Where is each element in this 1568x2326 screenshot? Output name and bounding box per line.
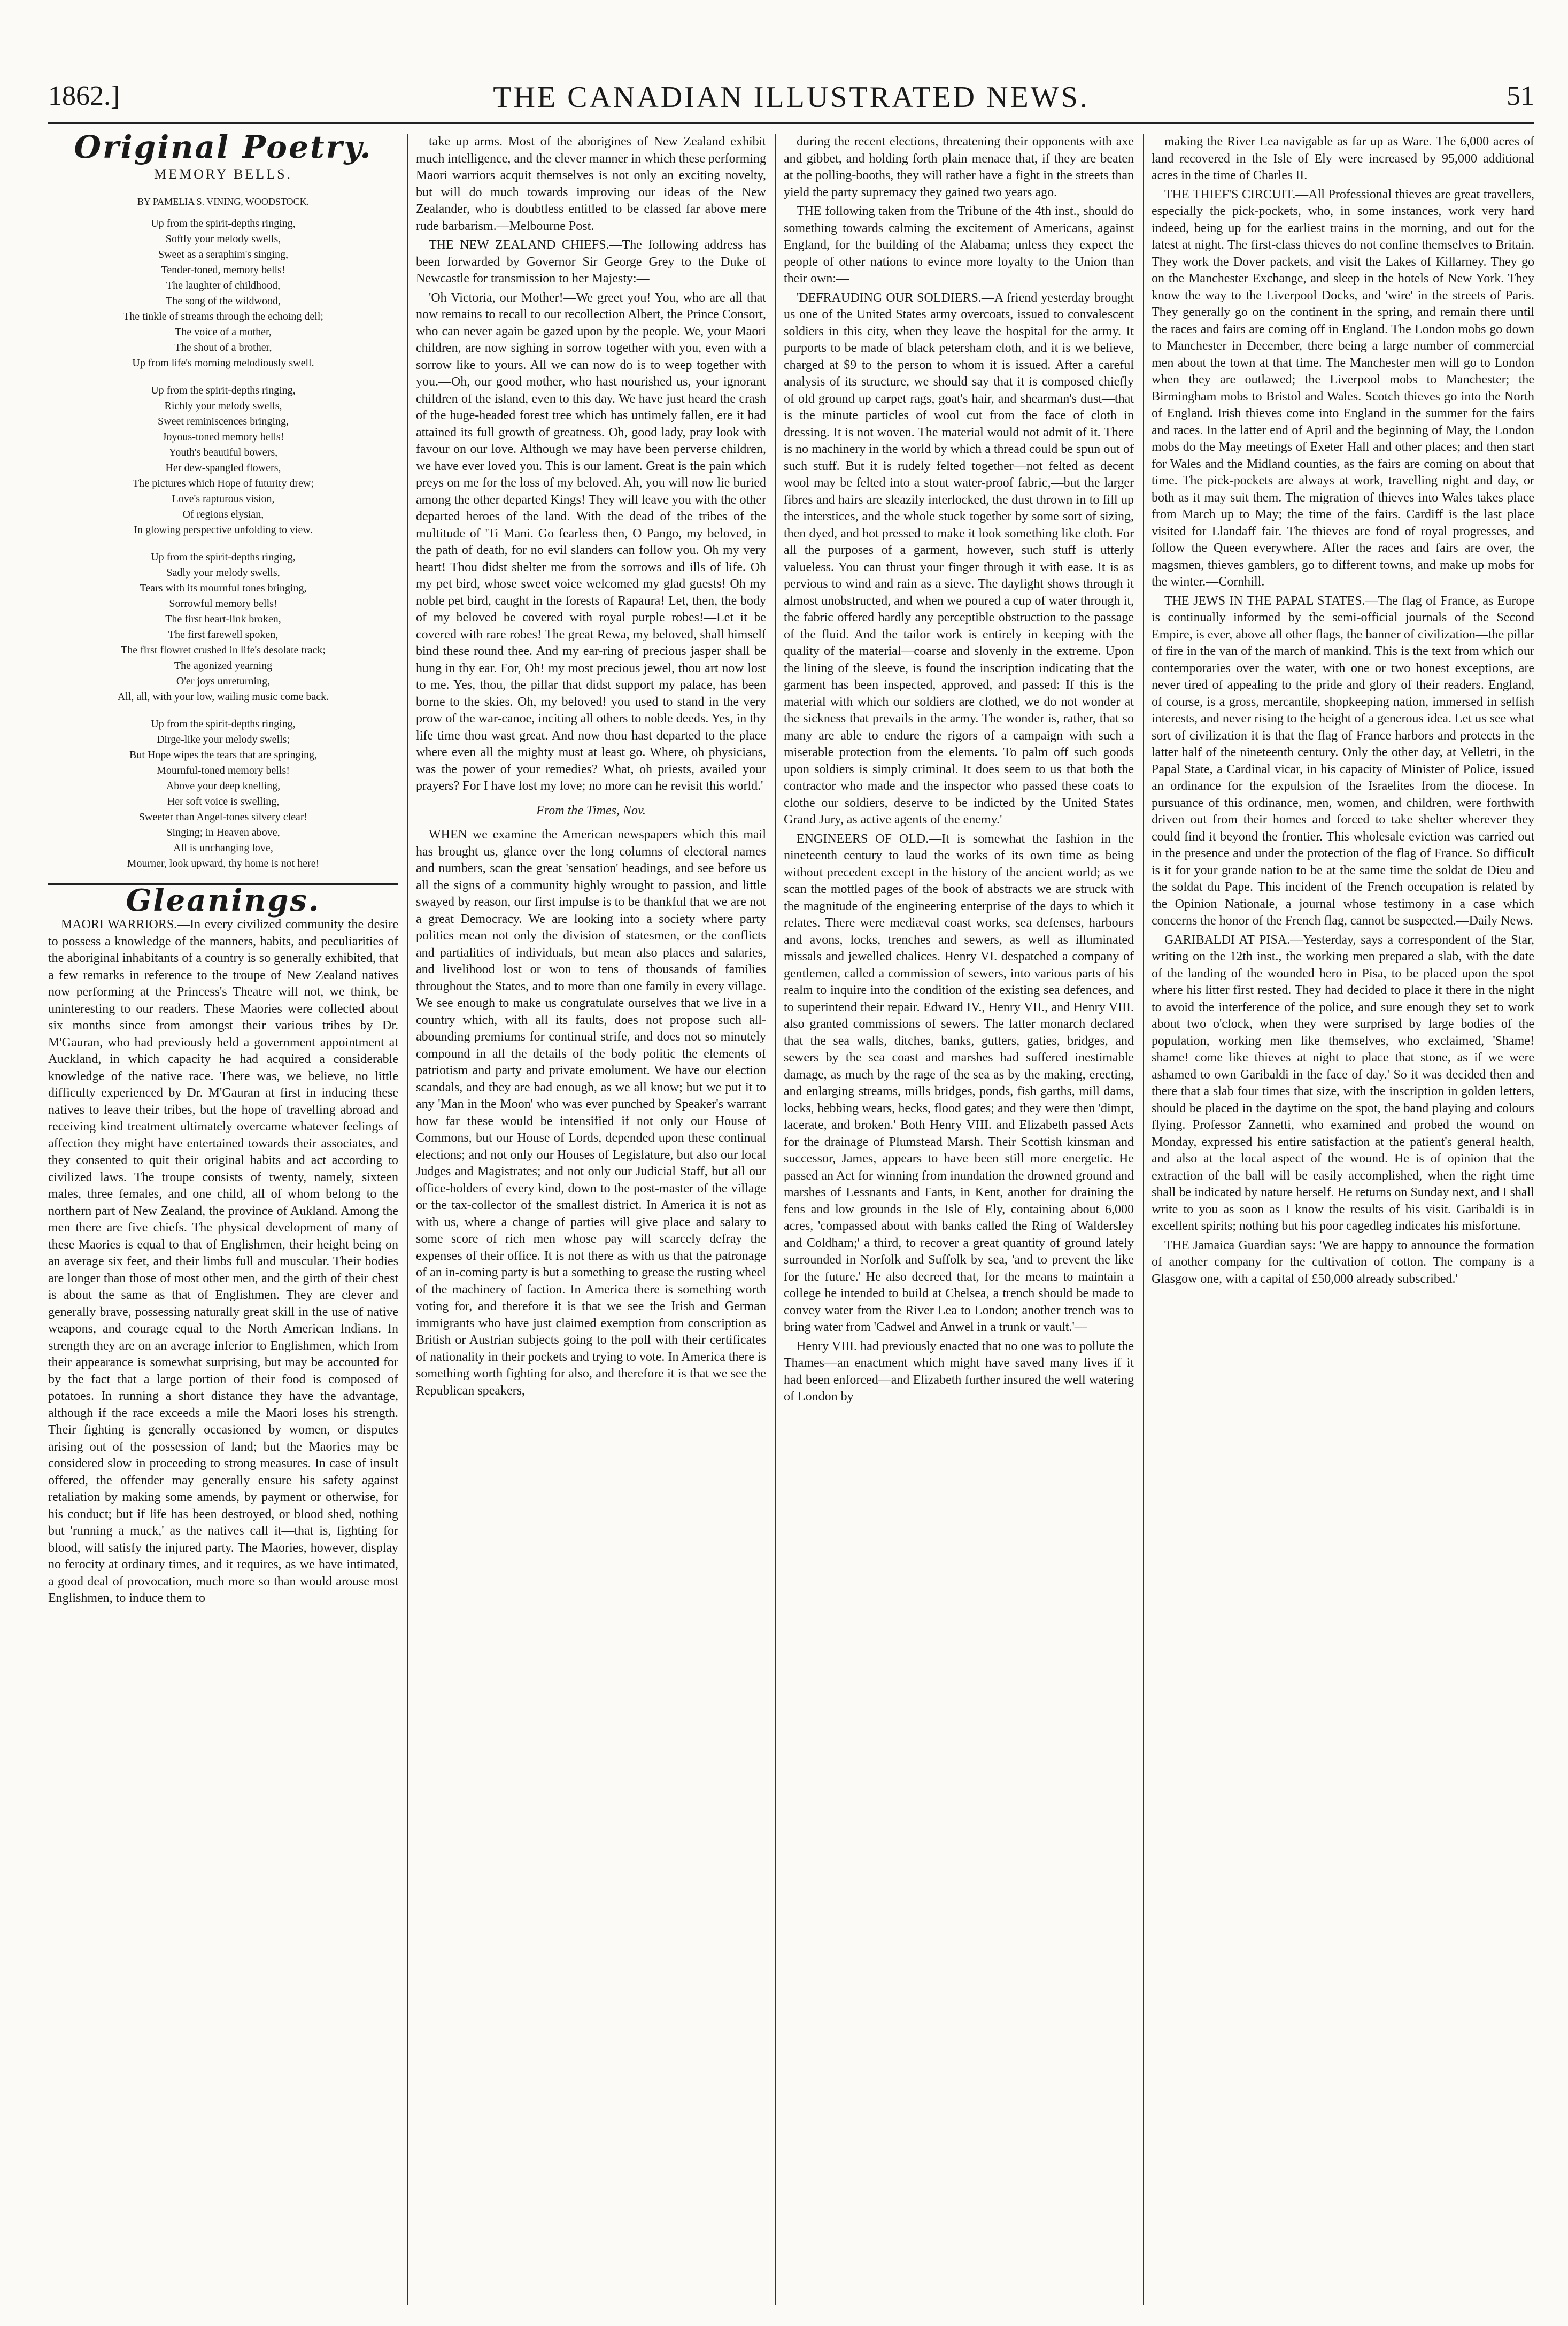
column-3 [784,134,1134,2305]
article-paragraph: THE JEWS IN THE PAPAL STATES.—The flag of France, as Europe is continually informed by the semi-official journals of the Second Empire, is ever, above all other flags, the banner of civilization—the pillar of fire in the van of the march of mankind. This is the text from which our contemporaries over the water, with one or two honest exceptions, are never tired of appealing to the pride and glory of their readers. England, of course, is a gross, mercantile, shopkeeping nation, immersed in selfish interests, and never rising to the height of a generous idea. Let us see what sort of civilization it is that the flag of France harbors and protects in the latter half of the nineteenth century. Only the other day, at Velletri, in the Papal State, a Cardinal vicar, in his capacity of Minister of Police, issued an ordinance for the expulsion of the Israelites from the diocese. In pursuance of this ordinance, men, women, and children, were forthwith driven out from their homes and forced to take shelter wherever they could find it beyond the frontier. This wholesale eviction was carried out in the presence and under the protection of the flag of France. So difficult is it for your grande nation to be at the same time the soldat de Dieu and the soldat du Pape. This incident of the French occupation is related by the Opinion Nationale, a journal whose testimony in a case which concerns the honor of the French flag, cannot be suspected.—Daily News. [1152,594,1534,928]
stanza [48,216,398,371]
column-4 [1152,134,1534,2305]
masthead-rule [48,122,1534,124]
poem-line: Up from the spirit-depths ringing, [151,384,296,396]
poem-line: Richly your melody swells, [164,399,282,412]
article-paragraph: THE THIEF'S CIRCUIT.—All Professional thieves are great travellers, especially the pick-pockets, who, in some instances, work very hard indeed, being up for the earliest trains in the morning, and out for the latest at night. The first-class thieves do not confine themselves to Britain. They work the Dover packets, and visit the Lakes of Killarney. They go on the Manchester Exchange, and sleep in the hotels of New York. They know the way to the Liverpool Docks, and 'wire' in the streets of Paris. They generally go on the continent in the spring, and remain there until the races and fairs are coming off in England. The London mobs go down to Manchester in December, there being a large number of commercial men about the town at that time. The Manchester men will go to London when they are outlawed; the Liverpool mobs to Manchester; the Birmingham mobs to Bristol and Wales. Scotch thieves go into the North of England. Irish thieves come into England in the summer for the fairs and races. In the latter end of April and the beginning of May, the London mobs do the May meetings of Exeter Hall and other places; and then start for Wales and the Midland counties, as the fairs are coming on about that time. The pick-pockets are always at work, travelling night and day, or both as it may suit them. The migration of thieves into Wales takes place from March up to May; the time of the fairs. Cardiff is the last place visited for Llandaff fair. The thieves are fond of royal progresses, and follow the Queen everywhere. After the races and fairs are over, the magsmen, thieves gamblers, go to different towns, and make up mobs for the winter.—Cornhill. [1152,187,1534,589]
column-rule [775,134,776,2305]
article-paragraph: THE following taken from the Tribune of the 4th inst., should do something towards calming the excitement of Americans, against England, for the building of the Alabama; unless they expect the people of other nations to evince more loyalty to the Union than their own:— [784,204,1134,286]
article-paragraph: 'Oh Victoria, our Mother!—We greet you! You, who are all that now remains to recall to our recollection Albert, the Prince Consort, who can never again be gazed upon by the people. We, your Maori children, are now sighing in sorrow together with you, even with a sorrow like to yours. All we can now do is to weep together with you.—Oh, our good mother, who hast nourished us, your ignorant children of the island, even to this day. We have just heard the crash of the huge-headed forest tree which has untimely fallen, ere it had attained its full growth of greatness. Oh, good lady, pray look with favour on our love. Although we may have been perverse children, we have ever loved you. This is our lament. Great is the pain which preys on me for the loss of my beloved. Ah, you will now lie buried among the other departed Kings! They will leave you with the other departed heroes of the land. With the dead of the tribes of the multitude of 'Ti Mani. Go fearless then, O Pango, my beloved, in the path of death, for no evil slanders can follow you. Oh my very heart! Thou didst shelter me from the sorrows and ills of life. Oh my pet bird, whose sweet voice welcomed my glad guests! Oh my noble pet bird, caught in the forests of Rapaura! Let, then, the body of my beloved be covered with royal purple robes!—Let it be covered with rare robes! The great Rewa, my beloved, shall himself bind these round thee. And my ear-ring of precious jasper shall be hung in thy ear. For, Oh! my most precious jewel, thou art now lost to me. Yes, thou, the pillar that didst support my palace, has been borne to the skies. Oh, my beloved! you used to stand in the very prow of the war-canoe, inciting all others to noble deeds. Yes, in thy life time thou wast great. And now thou hast departed to the place where even all the mighty must at least go. Where, oh physicians, was the power of your remedies? What, oh priests, availed your prayers? For I have lost my love; no more can he revisit this world.' [416,290,766,793]
poem-line: The agonized yearning [174,659,273,672]
poem-line: Up from the spirit-depths ringing, [151,217,296,229]
column-rule [407,134,408,2305]
poem-line: The first flowret crushed in life's desolate track; [121,644,326,656]
poem-line: Her dew-spangled flowers, [165,461,281,474]
column-rule [1143,134,1144,2305]
column-1 [48,134,398,2305]
poem-line: In glowing perspective unfolding to view. [134,523,313,536]
poem-line: Sweeter than Angel-tones silvery clear! [138,811,308,823]
poem-line: All, all, with your low, wailing music come back. [117,690,329,703]
poem-line: Sweet as a seraphim's singing, [158,248,288,260]
section-title-poetry: Original Poetry. [74,134,373,165]
article-source: From the Times, Nov. [536,803,646,818]
article-paragraph: WHEN we examine the American newspapers which this mail has brought us, glance over the long columns of electoral names and numbers, scan the great 'sensation' headings, and see before us all the signs of a community highly wrought to passion, and little swayed by reason, our first impulse is to be thankful that we are not a great Democracy. We are looking into a society where party politics mean not only the division of statesmen, or the conflicts and partialities of individuals, but mean also places and salaries, and livelihood lost or won to tens of thousands of families throughout the States, and to more than one family in every village. We see enough to make us congratulate ourselves that we live in a country which, with all its faults, does not propose such all-abounding premiums for continual strife, and does not so minutely compound in all the details of the body politic the elements of patriotism and party and private emolument. We have our election scandals, and they are bad enough, as we all know; but we put it to any 'Man in the Moon' who was ever punched by Speaker's warrant how far these would be intensified if not only our House of Commons, but our House of Lords, depended upon these continual elections; and not only our Houses of Legislature, but also our local Judges and Magistrates; and not only our Judicial Staff, but all our office-holders of every kind, down to the post-master of the village or the tax-collector of the smallest district. In America it is not as with us, where a change of parties will give place and salary to some score of rich men whose pay will scarcely defray the expenses of their office. It is not there as with us that the patronage of an in-coming party is but a something to grease the rusting wheel of the machinery of faction. In America there is something worth voting for, and therefore it is that we see the Irish and German immigrants who have just claimed exemption from conscription as British or Austrian subjects going to the poll with their certificates of nationality in their pockets and trying to vote. In America there is something worth fighting for also, and therefore it is that we see the Republican speakers, [416,828,766,1398]
article-paragraph: making the River Lea navigable as far up as Ware. The 6,000 acres of land recovered in the Isle of Ely were increased by 95,000 additional acres in the time of Charles II. [1152,135,1534,182]
poem-line: Up from life's morning melodiously swell. [132,357,314,369]
article-paragraph: Henry VIII. had previously enacted that no one was to pollute the Thames—an enactment which might have saved many lives if it had been enforced—and Elizabeth further insured the well watering of London by [784,1339,1134,1404]
poem-line: Tears with its mournful tones bringing, [140,582,307,594]
page-number: 51 [1507,81,1534,111]
article-paragraph: MAORI WARRIORS.—In every civilized community the desire to possess a knowledge of the manners, habits, and peculiarities of the aboriginal inhabitants of a country is so generally exhibited, that a few remarks in reference to the troupe of New Zealand natives now performing at the Princess's Theatre will not, we think, be uninteresting to our readers. These Maories were collected about six months since from amongst their various tribes by Dr. M'Gauran, who had previously held a government appointment at Auckland, in which capacity he had acquired a considerable knowledge of the native race. There was, we believe, no little difficulty experienced by Dr. M'Gauran at first in inducing these natives to leave their tribes, but the hope of travelling abroad and receiving kind treatment ultimately overcame whatever feelings of affection they might have entertained towards their associates, and they consented to quit their original habits and act according to civilized laws. The troupe consists of twenty, namely, sixteen males, three females, and one child, all of whom belong to the northern part of New Zealand, the province of Aukland. Among the men there are five chiefs. The physical development of many of these Maories is equal to that of Englishmen, their height being on an average six feet, and their limbs full and muscular. Their bodies are longer than those of most other men, and the girth of their chest is about the same as that of Englishmen. They are clever and generally brave, possessing naturally great skill in the use of native weapons, and courage equal to the North American Indians. In strength they are on an average inferior to Englishmen, which from their appearance is somewhat surprising, but may be accounted for by the fact that a large portion of their food is composed of potatoes. In running a short distance they have the advantage, although if the race exceeds a mile the Maori loses his strength. Their fighting is generally occasioned by women, or disputes arising out of the possession of land; but the Maories may be considered slow in proceeding to strong measures. In case of insult offered, the offender may generally ensure his safety against retaliation by making some amends, by payment or otherwise, for his conduct; but if life has been destroyed, or blood shed, nothing but 'running a muck,' as the natives call it—that is, fighting for blood, will satisfy the injured party. The Maories, however, display no ferocity at ordinary times, and it requires, as we have intimated, a good deal of provocation, much more so than would arouse most Englishmen, to induce them to [48,918,398,1605]
poem-line: Love's rapturous vision, [172,492,275,505]
poem-line: Above your deep knelling, [166,780,281,792]
poem-byline: BY PAMELIA S. VINING, WOODSTOCK. [137,196,310,207]
article-paragraph: THE Jamaica Guardian says: 'We are happy to announce the formation of another company for the cultivation of cotton. The company is a Glasgow one, with a capital of £50,000 already subscribed.' [1152,1238,1534,1286]
article-paragraph: THE NEW ZEALAND CHIEFS.—The following address has been forwarded by Governor Sir George Grey to the Duke of Newcastle for transmission to her Majesty:— [416,238,766,286]
poem-line: Youth's beautiful bowers, [168,446,278,458]
poem-line: The laughter of childhood, [166,279,281,291]
article-paragraph: take up arms. Most of the aborigines of New Zealand exhibit much intelligence, and the clever manner in which these performing Maori warriors acquit themselves is not only an exciting novelty, but will do much towards improving our ideas of the New Zealander, who is doubtless entitled to be classed far above mere rude barbarism.—Melbourne Post. [416,135,766,233]
stanza [48,383,398,538]
poem-line: Tender-toned, memory bells! [161,264,285,276]
poem-line: But Hope wipes the tears that are springing, [129,749,318,761]
poem-line: Up from the spirit-depths ringing, [151,718,296,730]
article-paragraph: ENGINEERS OF OLD.—It is somewhat the fashion in the nineteenth century to laud the works of its own time as being without precedent except in the history of the ancient world; as we scan the mottled pages of the book of abstracts we are struck with the magnitude of the engineering enterprise of the days to which it relates. There were mediæval coast works, sea defenses, harbours and avons, locks, trenches and sewers, as well as illuminated missals and jewelled chalices. Henry VI. despatched a company of gentlemen, called a commission of sewers, into various parts of his realm to inquire into the condition of the existing sea defences, and to superintend their repair. Edward IV., Henry VII., and Henry VIII. also granted commissions of sewers. The latter monarch declared that the sea walls, ditches, banks, gutters, gaties, bridges, and sewers by the sea coast and marshes had suffered inestimable damage, as much by the rage of the sea as by the making, erecting, and enlarging streams, mills bridges, ponds, fish garths, mill dams, locks, hebbing wears, hecks, flood gates; and they were then 'dimpt, lacerate, and broken.' Both Henry VIII. and Elizabeth passed Acts for the drainage of Plumstead Marsh. Their Scottish kinsman and successor, James, appears to have been still more energetic. He passed an Act for winning from inundation the drowned ground and marshes of Lessnants and Fants, in Kent, another for draining the fens and low grounds in the Isle of Ely, containing about 6,000 acres, 'compassed about with banks called the Ring of Waldersley and Coldham;' a third, to recover a great quantity of ground lately surrounded in Norfolk and Suffolk by sea, 'and to prevent the like for the future.' He also decreed that, for the means to maintain a college he intended to build at Chelsea, a trench should be made to convey water from the River Lea to London; another trench was to bring water from 'Cadwel and Anwel in a trunk or vault.'— [784,831,1134,1334]
poem-line: The tinkle of streams through the echoing dell; [123,310,323,322]
poem-line: The shout of a brother, [174,341,272,353]
poem-line: Dirge-like your melody swells; [156,733,290,745]
poem-line: Sweet reminiscences bringing, [158,415,289,427]
masthead-year: 1862.] [48,81,120,111]
column-2 [416,134,766,2305]
poem-line: Her soft voice is swelling, [167,795,280,807]
poem-line: Sadly your melody swells, [166,566,280,579]
masthead-title: THE CANADIAN ILLUSTRATED NEWS. [493,81,1090,114]
poem-line: Joyous-toned memory bells! [162,430,284,443]
poem-line: The first farewell spoken, [168,628,279,641]
poem-line: The song of the wildwood, [166,295,281,307]
article-paragraph: 'DEFRAUDING OUR SOLDIERS.—A friend yesterday brought us one of the United States army overcoats, issued to convalescent soldiers in this city, when they leave the hospital for the army. It purports to be made of black petersham cloth, and it is we believe, charged at $9 to the person to whom it is issued. After a careful analysis of its structure, we should say that it is composed chiefly of old ground up carpet rags, goat's hair, and shearman's dust—that is the minute particles of wool cut from the face of cloth in dressing. It is not woven. The material would not admit of it. There is no machinery in the world by which a thread could be spun out of such stuff. But it is rudely felted together—not felted as decent wool may be felted into a stout water-proof fabric,—but the larger fibres and hairs are sleazily interlocked, the dust thrown in to fill up the interstices, and the whole stuck together by some sort of sizing, then dyed, and hot pressed to make it look something like cloth. For all the purposes of a garment, however, such stuff is utterly valueless. You can thrust your finger through it with ease. It is as pervious to wind and rain as a sieve. The daylight shows through it almost unobstructed, and when we poured a cup of water through it, the fabric offered hardly any perceptible obstruction to the passage of the fluid. And the tailor work is entirely in keeping with the quality of the material—coarse and slovenly in the extreme. Upon the lining of the sleeve, is found the inscription indicating that the garment has been inspected, approved, and passed: If this is the material with which our soldiers are clothed, we do not wonder at the sickness that prevails in the army. The wonder is, rather, that so many are able to endure the rigors of a campaign with such a miserable protection from the elements. To palm off such goods upon soldiers is simply criminal. It does seem to us that both the contractor who made and the inspector who passed these coats to clothe our soldiers, deserve to be indicted by the United States Grand Jury, as active agents of the enemy.' [784,290,1134,827]
poem-line: Up from the spirit-depths ringing, [151,551,296,563]
poem-line: All is unchanging love, [173,842,273,854]
poem-line: The voice of a mother, [175,326,272,338]
poem-line: Softly your melody swells, [165,233,281,245]
stanza [48,550,398,705]
poem-line: The first heart-link broken, [165,613,281,625]
poem-line: Mourner, look upward, thy home is not here! [127,857,320,869]
poem-line: The pictures which Hope of futurity drew; [133,477,314,489]
poem-line: Of regions elysian, [182,508,264,520]
section-title-gleanings: Gleanings. [126,882,321,918]
poem-line: Singing; in Heaven above, [166,826,280,838]
masthead [48,80,1534,118]
article-paragraph: during the recent elections, threatening their opponents with axe and gibbet, and holding forth plain menace that, if they are beaten at the polling-booths, they will rather have a fight in the streets than yield the party supremacy they gained two years ago. [784,135,1134,199]
poem-line: O'er joys unreturning, [176,675,271,687]
poem-line: Sorrowful memory bells! [169,597,277,610]
article-paragraph: GARIBALDI AT PISA.—Yesterday, says a correspondent of the Star, writing on the 12th inst., the working men prepared a slab, with the date of the landing of the wounded hero in Pisa, to be placed upon the spot where his litter first rested. They had decided to place it there in the night to avoid the interference of the police, and sure enough they set to work about two o'clock, when they were surprised by large bodies of the population, working men like themselves, who exclaimed, 'Shame! shame! come like thieves at night to place that stone, as if we were ashamed to own Garibaldi in the face of day.' So it was decided then and there that a slab four times that size, with the inscription in golden letters, should be placed in the daytime on the spot, the band playing and colours flying. Professor Zannetti, who examined and probed the wound on Monday, expressed his entire satisfaction at the patient's general health, and also at the local aspect of the wound. He is of opinion that the extraction of the ball will be easily accomplished, when the right time shall be indicated by nature herself. He returns on Sunday next, and I shall write to you as soon as I know the results of his visit. Garibaldi is in excellent spirits; nothing but his poor cagedleg indicates his misfortune. [1152,933,1534,1233]
stanza [48,717,398,872]
poem-title: MEMORY BELLS. [153,166,293,182]
poem-line: Mournful-toned memory bells! [157,764,290,776]
